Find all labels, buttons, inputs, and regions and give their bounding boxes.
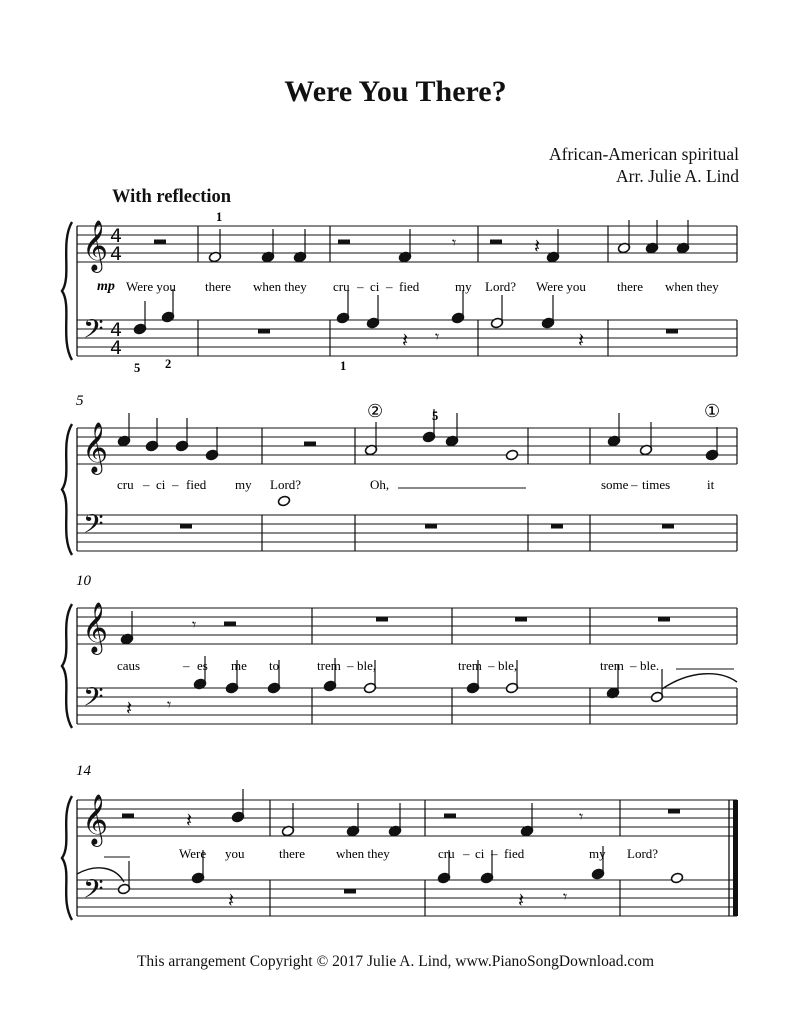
fingering: 5 [134,361,141,375]
copyright-footer: This arrangement Copyright © 2017 Julie A. Lind, www.PianoSongDownload.com [136,953,655,970]
fingering: 2 [165,357,172,371]
lyric: fied [186,477,207,492]
treble-clef-icon: 𝄞 [82,602,109,653]
time-signature-icon: 4 [110,225,123,247]
lyric: trem [600,658,624,673]
whole-rest [658,617,670,622]
lyric: ci [156,477,166,492]
lyric: there [617,279,643,294]
tie [662,674,737,689]
whole-rest [258,329,270,334]
lyric: ble, [357,658,377,673]
eighth-rest: 𝄾 [579,807,584,826]
lyric: cru [117,477,134,492]
eighth-rest: 𝄾 [452,233,457,252]
lyric: – [357,279,364,294]
eighth-rest: 𝄾 [435,327,440,346]
lyrics-system-4 [179,846,658,861]
measure-number: 14 [76,763,91,779]
bass-clef-icon: 𝄢 [83,873,104,911]
whole-rest [662,524,674,529]
whole-rest [668,809,680,814]
half-rest [154,240,166,245]
time-signature-icon: 4 [110,319,123,341]
whole-note [277,495,290,507]
time-signature-icon: 4 [110,337,123,359]
lyrics-system-1 [126,279,719,294]
lyric: my [455,279,472,294]
lyric: my [235,477,252,492]
eighth-rest: 𝄾 [563,887,568,906]
quarter-rest: 𝄽 [186,808,193,832]
whole-rest [551,524,563,529]
whole-note [670,872,683,884]
tempo-marking: With reflection [112,187,232,207]
whole-rest [376,617,388,622]
lyric: ble, [498,658,518,673]
fingering: 5 [432,409,439,423]
credit-arranger: Arr. Julie A. Lind [616,166,739,186]
lyric: Lord? [485,279,517,294]
half-rest [444,814,456,819]
lyric: – [488,658,495,673]
lyric: – [630,658,637,673]
lyric: when they [253,279,307,294]
lyric: trem [317,658,341,673]
bass-clef-icon: 𝄢 [83,508,104,546]
lyric: there [279,846,305,861]
lyric: fied [399,279,420,294]
lyric: Were [179,846,207,861]
lyric: – [347,658,354,673]
fingering: 1 [340,359,347,373]
lyric: Lord? [270,477,302,492]
half-rest [490,240,502,245]
lyric: cru [438,846,455,861]
notes [77,220,737,912]
bass-clef-icon: 𝄢 [83,313,104,351]
lyric: Lord? [627,846,659,861]
lyric: cru [333,279,350,294]
lyric: ci [370,279,380,294]
lyric: – [172,477,179,492]
lyric: es [197,658,208,673]
clefs [82,220,122,911]
grand-staff-brace [62,604,72,728]
whole-rest [515,617,527,622]
quarter-rest: 𝄽 [518,888,525,912]
eighth-rest: 𝄾 [192,615,197,634]
lyric: to [269,658,280,673]
quarter-rest: 𝄽 [578,328,585,352]
grand-staff-brace [62,222,72,360]
lyric: times [642,477,671,492]
half-rest [304,442,316,447]
lyric: it [707,477,715,492]
lyric: – [183,658,190,673]
circled-fingering: ② [367,401,384,421]
half-rest [338,240,350,245]
quarter-rest: 𝄽 [228,888,235,912]
dynamic-marking: mp [97,279,115,294]
lyrics-system-3 [117,658,659,673]
lyric: Were you [126,279,176,294]
lyric: Were you [536,279,586,294]
lyric: ble. [640,658,660,673]
lyric: – [143,477,150,492]
circled-fingering: ① [704,401,721,421]
lyric: you [225,846,245,861]
bass-clef-icon: 𝄢 [83,681,104,719]
half-rest [122,814,134,819]
whole-rest [180,524,192,529]
lyric: my [589,846,606,861]
lyric: trem [458,658,482,673]
lyric: ci [475,846,485,861]
treble-clef-icon: 𝄞 [82,220,109,271]
lyric: – [463,846,470,861]
credit-origin: African-American spiritual [549,144,739,164]
song-title: Were You There? [284,75,507,108]
lyric: me [231,658,247,673]
lyric: caus [117,658,141,673]
eighth-rest: 𝄾 [167,695,172,714]
lyric: fied [504,846,525,861]
lyric: Oh, [370,477,390,492]
lyric: when they [665,279,719,294]
measure-number: 5 [76,393,84,409]
lyric: – [631,477,638,492]
time-signature-icon: 4 [110,243,123,265]
final-barline [733,800,738,916]
grand-staff-brace [62,424,72,555]
whole-rest [666,329,678,334]
lyric: some [601,477,629,492]
lyric: – [491,846,498,861]
lyric: when they [336,846,390,861]
measure-number: 10 [76,573,91,589]
quarter-rest: 𝄽 [402,328,409,352]
quarter-rest: 𝄽 [534,234,541,258]
whole-rest [344,889,356,894]
whole-rest [425,524,437,529]
half-rest [224,622,236,627]
grand-staff-brace [62,796,72,920]
fingering: 1 [216,210,223,224]
lyric: – [386,279,393,294]
whole-note [505,449,518,461]
lyric: there [205,279,231,294]
treble-clef-icon: 𝄞 [82,422,109,473]
quarter-rest: 𝄽 [126,696,133,720]
treble-clef-icon: 𝄞 [82,794,109,845]
lyrics-system-2 [117,477,715,492]
